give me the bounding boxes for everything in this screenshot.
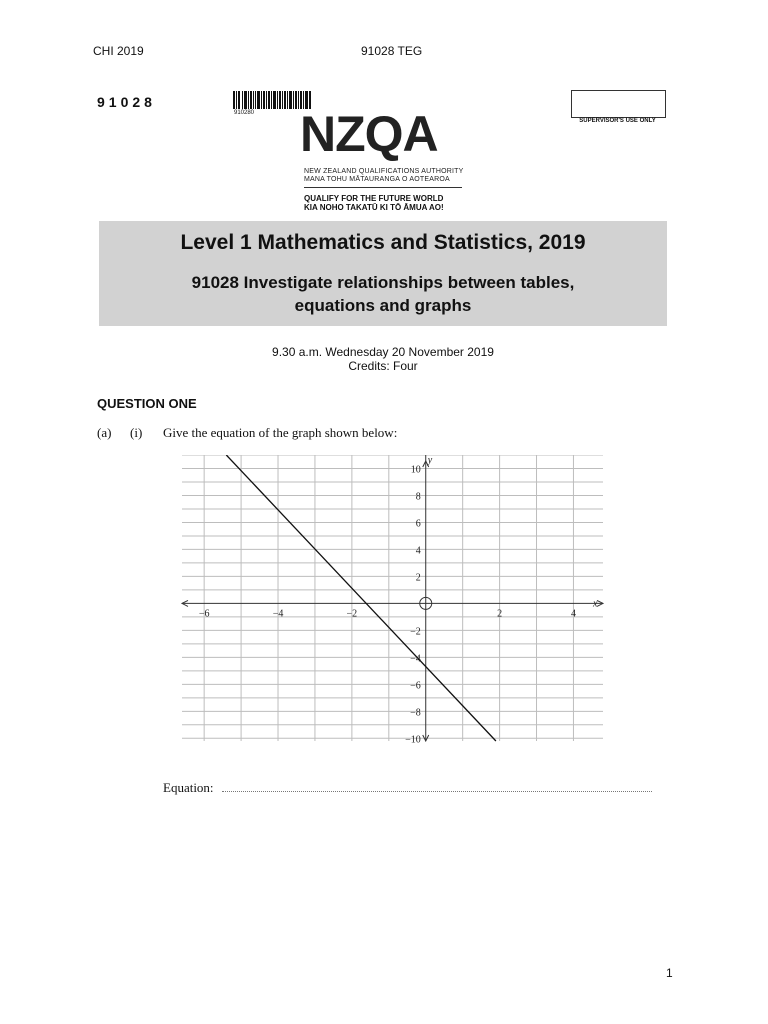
question-heading: QUESTION ONE	[97, 396, 197, 411]
exam-credits: Credits: Four	[348, 359, 418, 373]
part-label: (a)	[97, 425, 112, 440]
nzqa-logo-text: NZQA	[300, 106, 438, 162]
y-tick-label: −6	[410, 680, 421, 692]
supervisor-use-label: SUPERVISOR'S USE ONLY	[579, 118, 656, 124]
equation-answer-line[interactable]	[222, 791, 652, 792]
y-tick-label: −4	[410, 653, 421, 665]
exam-date: 9.30 a.m. Wednesday 20 November 2019	[272, 345, 494, 359]
logo-divider	[304, 187, 462, 188]
authority-name: NEW ZEALAND QUALIFICATIONS AUTHORITY	[304, 168, 464, 175]
y-axis-label: y	[427, 455, 433, 466]
x-tick-label: 2	[497, 608, 503, 620]
exam-subtitle-line-1: 91028 Investigate relationships between tables,	[191, 273, 575, 292]
question-instruction: Give the equation of the graph shown below:	[163, 425, 398, 440]
barcode-number: 910280	[234, 110, 255, 116]
y-tick-label: 8	[415, 491, 421, 503]
motto-line-2: KIA NOHO TAKATŪ KI TŌ ĀMUA AO!	[304, 203, 444, 212]
line-graph	[180, 455, 605, 745]
y-tick-label: 10	[410, 464, 421, 476]
header-left-text: CHI 2019	[93, 44, 144, 58]
x-axis-label: x	[593, 598, 598, 610]
y-tick-label: −10	[405, 734, 421, 745]
x-tick-label: −4	[272, 608, 284, 620]
nzqa-logo	[300, 105, 438, 163]
y-tick-label: 4	[415, 545, 421, 557]
y-tick-label: −2	[410, 626, 421, 638]
subpart-label: (i)	[130, 425, 143, 440]
authority-name-maori: MANA TOHU MĀTAURANGA O AOTEAROA	[304, 176, 450, 183]
exam-subtitle-line-2: equations and graphs	[294, 296, 472, 315]
exam-title: Level 1 Mathematics and Statistics, 2019	[180, 231, 586, 254]
y-tick-label: 2	[415, 572, 421, 584]
motto-line-1: QUALIFY FOR THE FUTURE WORLD	[304, 194, 444, 203]
header-center-text: 91028 TEG	[361, 44, 423, 58]
standard-code: 91028	[97, 94, 156, 110]
supervisor-use-box	[571, 90, 666, 118]
y-tick-label: −8	[410, 707, 421, 719]
page-number: 1	[666, 966, 673, 980]
x-tick-label: −6	[198, 608, 210, 620]
equation-label: Equation:	[163, 780, 214, 795]
y-tick-label: 6	[415, 518, 421, 530]
x-tick-label: 4	[570, 608, 576, 620]
x-tick-label: −2	[346, 608, 358, 620]
